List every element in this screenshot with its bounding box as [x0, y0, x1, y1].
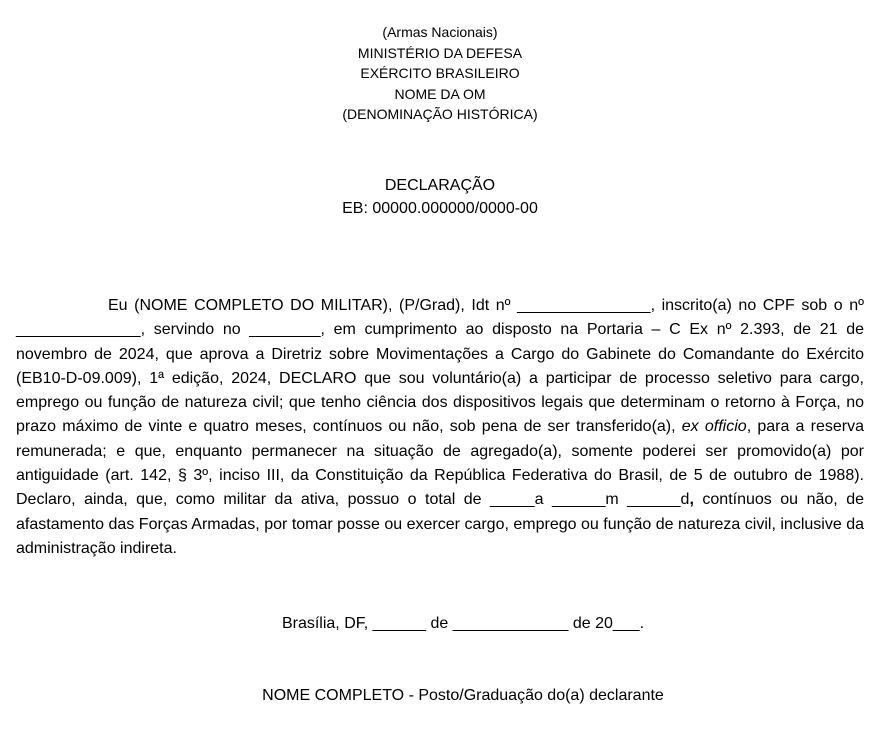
signature-line: NOME COMPLETO - Posto/Graduação do(a) declarante	[262, 687, 664, 704]
document-header	[0, 22, 873, 125]
title-block	[0, 174, 873, 220]
body-italic-term: ex officio	[681, 418, 747, 436]
body-part-2: , para a reserva remunerada; e que, enquanto permanecer na situação de agregado(a), somente poderei ser promovido(a) por antiguidade (art. 142, § 3º, inciso III, da Constituição da República Federativa do Brasil, de 5 de outubro de 1988). Declaro, ainda, que, como militar da ativa, possuo o total de _____a ______m ______d	[16, 418, 865, 509]
declaration-body	[16, 294, 864, 561]
eb-number: EB: 00000.000000/0000-00	[342, 200, 538, 217]
document-title: DECLARAÇÃO	[384, 177, 496, 194]
header-army: EXÉRCITO BRASILEIRO	[360, 65, 520, 81]
header-historical-name: (DENOMINAÇÃO HISTÓRICA)	[342, 106, 538, 122]
body-bold-comma: ,	[689, 491, 694, 509]
body-part-3: contínuos ou não, de afastamento das Forças Armadas, por tomar posse ou exercer cargo, emprego ou função de natureza civil, inclusive da administração indireta.	[16, 491, 865, 557]
date-line: Brasília, DF, ______ de _____________ de 20___.	[281, 615, 645, 632]
header-unit-name: NOME DA OM	[394, 85, 486, 102]
body-part-1: Eu (NOME COMPLETO DO MILITAR), (P/Grad), Idt nº _______________, inscrito(a) no CPF sob o nº ______________, servindo no ________, em cumprimento ao disposto na Portaria – C Ex nº 2.393, de 21 de novembro de 2024, que aprova a Diretriz sobre Movimentações a Cargo do Gabinete do Comandante do Exército (EB10-D-09.009), 1ª edição, 2024, DECLARO que sou voluntário(a) a participar de processo seletivo para cargo, emprego ou função de natureza civil; que tenho ciência dos dispositivos legais que determinam o retorno à Força, no prazo máximo de vinte e quatro meses, contínuos ou não, sob pena de ser transferido(a),	[16, 297, 864, 436]
header-arms: (Armas Nacionais)	[382, 24, 498, 40]
header-ministry: MINISTÉRIO DA DEFESA	[357, 44, 523, 61]
declaration-paragraph	[16, 294, 864, 561]
